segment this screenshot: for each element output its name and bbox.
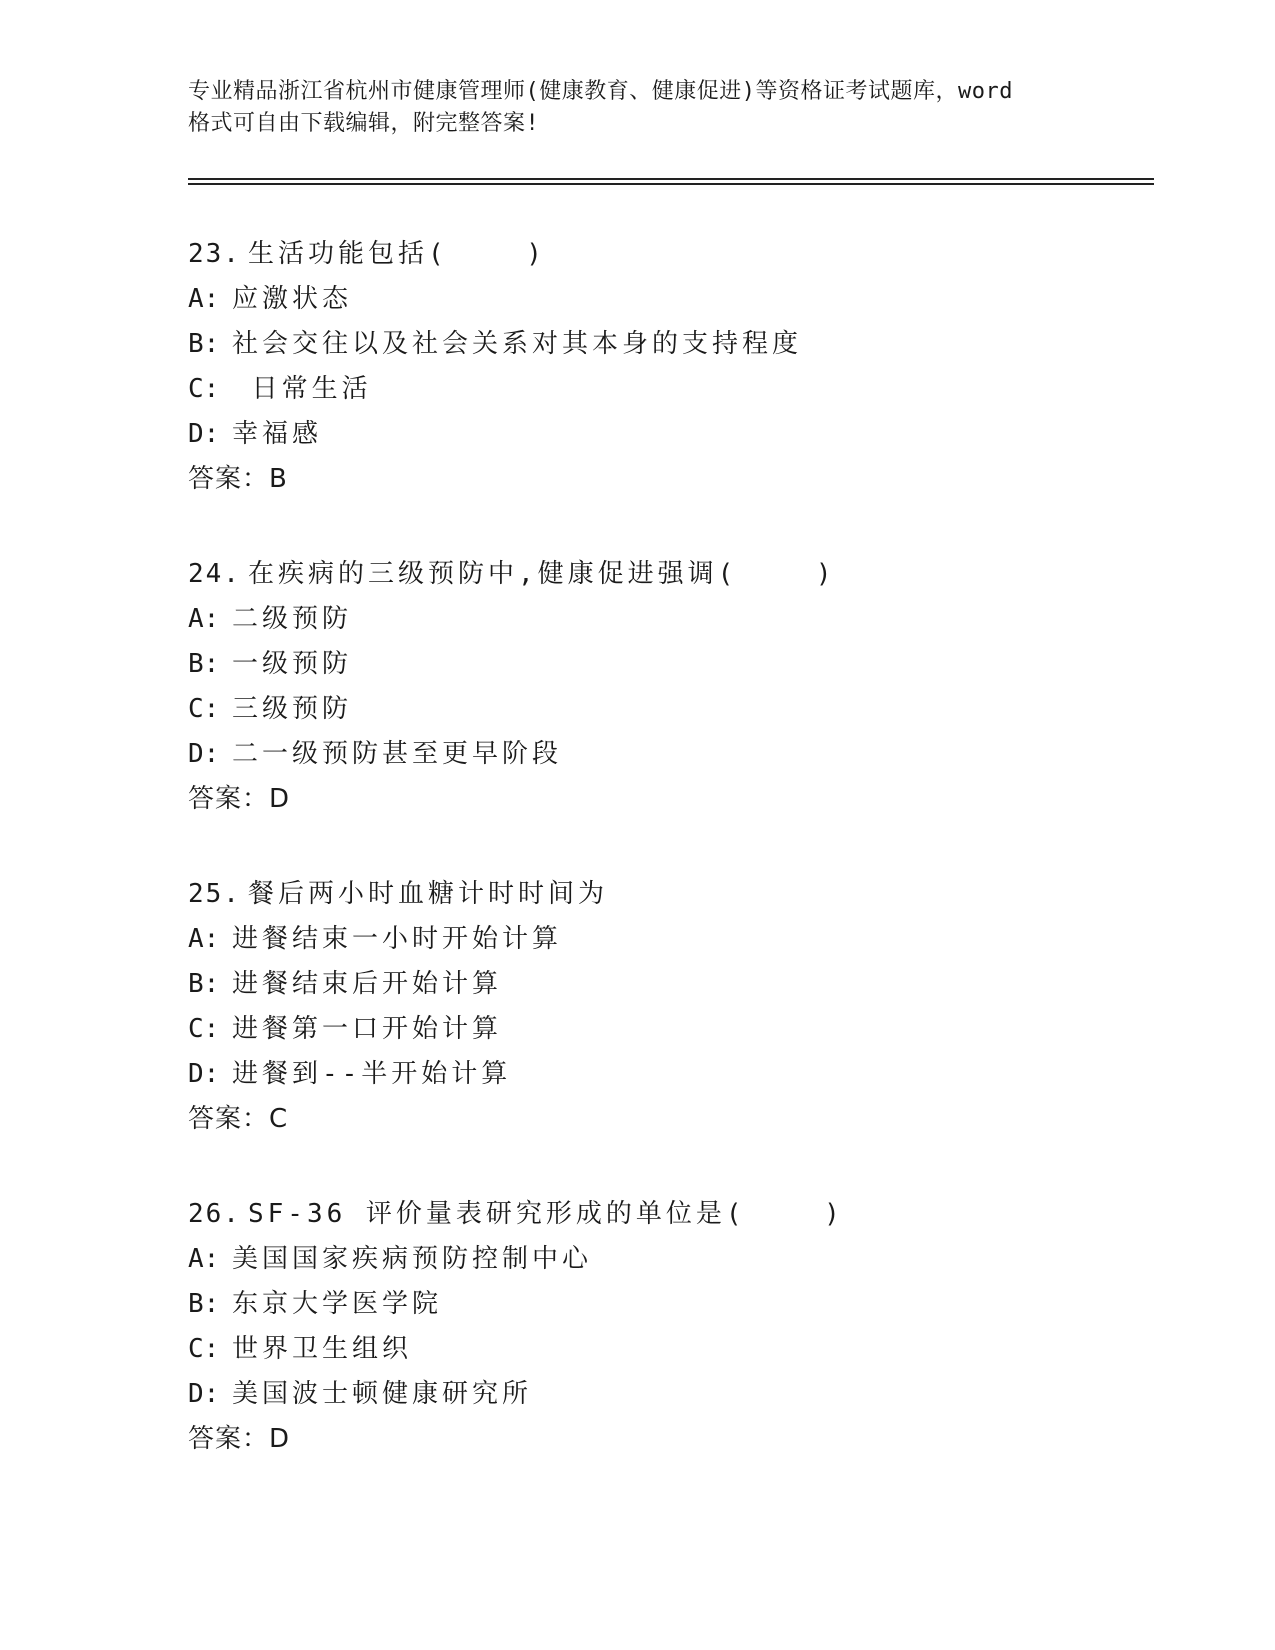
option-key: D: bbox=[188, 739, 220, 769]
option-b bbox=[188, 1282, 1154, 1327]
question-text: 在疾病的三级预防中,健康促进强调( ) bbox=[248, 559, 836, 589]
option-key: D: bbox=[188, 419, 220, 449]
option-key: B: bbox=[188, 1289, 220, 1319]
question-stem bbox=[188, 872, 1154, 917]
option-text: 进餐结束一小时开始计算 bbox=[232, 924, 563, 954]
question-23 bbox=[188, 232, 1154, 552]
question-number: 23. bbox=[188, 239, 241, 269]
question-25 bbox=[188, 872, 1154, 1192]
question-number: 25. bbox=[188, 879, 241, 909]
option-key: D: bbox=[188, 1379, 220, 1409]
option-b bbox=[188, 962, 1154, 1007]
option-text: 进餐到--半开始计算 bbox=[232, 1059, 512, 1089]
option-c bbox=[188, 1007, 1154, 1052]
option-key: B: bbox=[188, 969, 220, 999]
option-d bbox=[188, 1372, 1154, 1417]
question-stem bbox=[188, 1192, 1154, 1237]
option-a bbox=[188, 917, 1154, 962]
answer-line: 答案：B bbox=[188, 464, 288, 494]
question-text: SF-36 评价量表研究形成的单位是( ) bbox=[248, 1199, 844, 1229]
option-c bbox=[188, 687, 1154, 732]
option-key: B: bbox=[188, 649, 220, 679]
header-divider-bottom bbox=[188, 183, 1154, 185]
option-key: C: bbox=[188, 1334, 220, 1364]
option-key: C: bbox=[188, 1014, 220, 1044]
option-a bbox=[188, 1237, 1154, 1282]
option-key: A: bbox=[188, 1244, 220, 1274]
question-26 bbox=[188, 1192, 1154, 1512]
option-text: 三级预防 bbox=[232, 694, 353, 724]
option-d bbox=[188, 1052, 1154, 1097]
option-key: D: bbox=[188, 1059, 220, 1089]
option-text: 日常生活 bbox=[232, 374, 372, 404]
option-a bbox=[188, 597, 1154, 642]
option-c bbox=[188, 367, 1154, 412]
option-key: C: bbox=[188, 374, 220, 404]
header-note-line-1: 专业精品浙江省杭州市健康管理师(健康教育、健康促进)等资格证考试题库，word bbox=[188, 79, 1013, 104]
option-text: 一级预防 bbox=[232, 649, 353, 679]
question-text: 餐后两小时血糖计时时间为 bbox=[248, 879, 609, 909]
option-key: C: bbox=[188, 694, 220, 724]
answer-line: 答案：D bbox=[188, 784, 291, 814]
option-d bbox=[188, 732, 1154, 777]
option-text: 进餐第一口开始计算 bbox=[232, 1014, 503, 1044]
option-key: A: bbox=[188, 604, 220, 634]
option-text: 美国国家疾病预防控制中心 bbox=[232, 1244, 593, 1274]
option-text: 进餐结束后开始计算 bbox=[232, 969, 503, 999]
answer-line: 答案：C bbox=[188, 1104, 289, 1134]
question-number: 26. bbox=[188, 1199, 241, 1229]
option-b bbox=[188, 322, 1154, 367]
option-b bbox=[188, 642, 1154, 687]
option-key: A: bbox=[188, 284, 220, 314]
option-a bbox=[188, 277, 1154, 322]
header-note bbox=[188, 76, 1088, 140]
option-c bbox=[188, 1327, 1154, 1372]
option-text: 社会交往以及社会关系对其本身的支持程度 bbox=[232, 329, 803, 359]
option-text: 应激状态 bbox=[232, 284, 353, 314]
question-list bbox=[188, 232, 1154, 1512]
option-text: 二一级预防甚至更早阶段 bbox=[232, 739, 563, 769]
option-text: 东京大学医学院 bbox=[232, 1289, 443, 1319]
option-key: A: bbox=[188, 924, 220, 954]
answer-line: 答案：D bbox=[188, 1424, 291, 1454]
option-key: B: bbox=[188, 329, 220, 359]
header-note-line-2: 格式可自由下载编辑，附完整答案! bbox=[188, 111, 540, 136]
question-stem bbox=[188, 232, 1154, 277]
question-number: 24. bbox=[188, 559, 241, 589]
question-stem bbox=[188, 552, 1154, 597]
option-text: 世界卫生组织 bbox=[232, 1334, 413, 1364]
option-text: 美国波士顿健康研究所 bbox=[232, 1379, 533, 1409]
option-d bbox=[188, 412, 1154, 457]
option-text: 幸福感 bbox=[232, 419, 323, 449]
option-text: 二级预防 bbox=[232, 604, 353, 634]
header-divider-top bbox=[188, 178, 1154, 180]
question-text: 生活功能包括( ) bbox=[248, 239, 546, 269]
question-24 bbox=[188, 552, 1154, 872]
